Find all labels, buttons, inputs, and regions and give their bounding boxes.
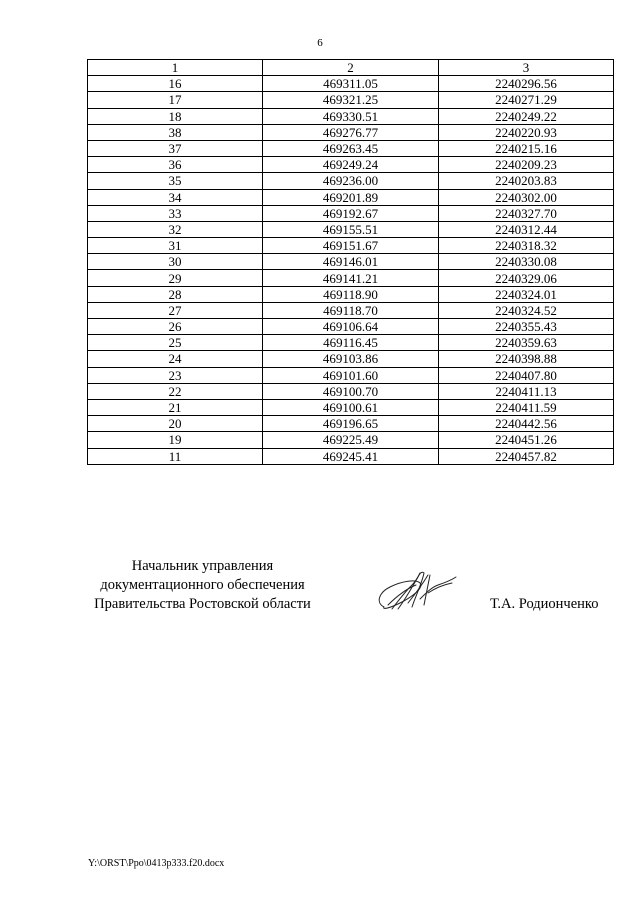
point-number-cell: 29	[88, 270, 263, 286]
table-row	[88, 351, 614, 367]
x-coordinate-cell: 469321.25	[263, 92, 439, 108]
x-coordinate-cell: 469116.45	[263, 335, 439, 351]
y-coordinate-cell: 2240457.82	[439, 448, 614, 464]
table-row	[88, 367, 614, 383]
y-coordinate-cell: 2240209.23	[439, 157, 614, 173]
x-coordinate-cell: 469146.01	[263, 254, 439, 270]
x-coordinate-cell: 469103.86	[263, 351, 439, 367]
x-coordinate-cell: 469118.90	[263, 286, 439, 302]
table-row	[88, 189, 614, 205]
signatory-position-line: Правительства Ростовской области	[94, 596, 311, 612]
x-coordinate-cell: 469236.00	[263, 173, 439, 189]
y-coordinate-cell: 2240203.83	[439, 173, 614, 189]
table-row	[88, 238, 614, 254]
table-row	[88, 383, 614, 399]
point-number-cell: 32	[88, 221, 263, 237]
x-coordinate-cell: 469196.65	[263, 416, 439, 432]
signatory-position	[80, 557, 325, 614]
point-number-cell: 20	[88, 416, 263, 432]
point-number-cell: 33	[88, 205, 263, 221]
y-coordinate-cell: 2240330.08	[439, 254, 614, 270]
x-coordinate-cell: 469263.45	[263, 140, 439, 156]
x-coordinate-cell: 469155.51	[263, 221, 439, 237]
y-coordinate-cell: 2240324.01	[439, 286, 614, 302]
signatory-name: Т.А. Родионченко	[490, 596, 599, 612]
table-row	[88, 399, 614, 415]
point-number-cell: 19	[88, 432, 263, 448]
table-row	[88, 108, 614, 124]
y-coordinate-cell: 2240249.22	[439, 108, 614, 124]
document-file-path: Y:\ORST\Ppo\0413p333.f20.docx	[88, 858, 225, 869]
page-number: 6	[317, 37, 323, 49]
x-coordinate-cell: 469141.21	[263, 270, 439, 286]
x-coordinate-cell: 469276.77	[263, 124, 439, 140]
point-number-cell: 11	[88, 448, 263, 464]
y-coordinate-cell: 2240411.59	[439, 399, 614, 415]
point-number-cell: 30	[88, 254, 263, 270]
signatory-position-line: документационного обеспечения	[100, 577, 305, 593]
x-coordinate-cell: 469330.51	[263, 108, 439, 124]
point-number-cell: 25	[88, 335, 263, 351]
y-coordinate-cell: 2240398.88	[439, 351, 614, 367]
y-coordinate-cell: 2240359.63	[439, 335, 614, 351]
y-coordinate-cell: 2240411.13	[439, 383, 614, 399]
point-number-cell: 17	[88, 92, 263, 108]
column-header: 3	[439, 60, 614, 76]
y-coordinate-cell: 2240312.44	[439, 221, 614, 237]
table-row	[88, 157, 614, 173]
y-coordinate-cell: 2240220.93	[439, 124, 614, 140]
point-number-cell: 23	[88, 367, 263, 383]
x-coordinate-cell: 469100.70	[263, 383, 439, 399]
x-coordinate-cell: 469100.61	[263, 399, 439, 415]
table-header-row	[88, 60, 614, 76]
point-number-cell: 24	[88, 351, 263, 367]
y-coordinate-cell: 2240451.26	[439, 432, 614, 448]
point-number-cell: 37	[88, 140, 263, 156]
x-coordinate-cell: 469106.64	[263, 319, 439, 335]
table-row	[88, 92, 614, 108]
y-coordinate-cell: 2240271.29	[439, 92, 614, 108]
y-coordinate-cell: 2240318.32	[439, 238, 614, 254]
y-coordinate-cell: 2240324.52	[439, 302, 614, 318]
table-row	[88, 76, 614, 92]
point-number-cell: 28	[88, 286, 263, 302]
point-number-cell: 38	[88, 124, 263, 140]
table-row	[88, 270, 614, 286]
y-coordinate-cell: 2240215.16	[439, 140, 614, 156]
point-number-cell: 21	[88, 399, 263, 415]
y-coordinate-cell: 2240302.00	[439, 189, 614, 205]
signatory-position-line: Начальник управления	[131, 558, 274, 574]
y-coordinate-cell: 2240442.56	[439, 416, 614, 432]
coordinates-table-body	[88, 60, 614, 465]
table-row	[88, 335, 614, 351]
table-row	[88, 448, 614, 464]
coordinates-table	[87, 59, 614, 465]
x-coordinate-cell: 469192.67	[263, 205, 439, 221]
x-coordinate-cell: 469249.24	[263, 157, 439, 173]
table-row	[88, 173, 614, 189]
table-row	[88, 124, 614, 140]
y-coordinate-cell: 2240329.06	[439, 270, 614, 286]
point-number-cell: 36	[88, 157, 263, 173]
x-coordinate-cell: 469151.67	[263, 238, 439, 254]
y-coordinate-cell: 2240407.80	[439, 367, 614, 383]
table-row	[88, 432, 614, 448]
point-number-cell: 35	[88, 173, 263, 189]
table-row	[88, 319, 614, 335]
x-coordinate-cell: 469225.49	[263, 432, 439, 448]
point-number-cell: 18	[88, 108, 263, 124]
table-row	[88, 140, 614, 156]
point-number-cell: 27	[88, 302, 263, 318]
point-number-cell: 34	[88, 189, 263, 205]
y-coordinate-cell: 2240355.43	[439, 319, 614, 335]
x-coordinate-cell: 469101.60	[263, 367, 439, 383]
x-coordinate-cell: 469201.89	[263, 189, 439, 205]
column-header: 2	[263, 60, 439, 76]
table-row	[88, 416, 614, 432]
y-coordinate-cell: 2240327.70	[439, 205, 614, 221]
x-coordinate-cell: 469245.41	[263, 448, 439, 464]
y-coordinate-cell: 2240296.56	[439, 76, 614, 92]
point-number-cell: 16	[88, 76, 263, 92]
table-row	[88, 286, 614, 302]
point-number-cell: 22	[88, 383, 263, 399]
point-number-cell: 26	[88, 319, 263, 335]
handwritten-signature	[372, 563, 464, 621]
point-number-cell: 31	[88, 238, 263, 254]
table-row	[88, 221, 614, 237]
x-coordinate-cell: 469311.05	[263, 76, 439, 92]
x-coordinate-cell: 469118.70	[263, 302, 439, 318]
table-row	[88, 254, 614, 270]
column-header: 1	[88, 60, 263, 76]
table-row	[88, 205, 614, 221]
table-row	[88, 302, 614, 318]
